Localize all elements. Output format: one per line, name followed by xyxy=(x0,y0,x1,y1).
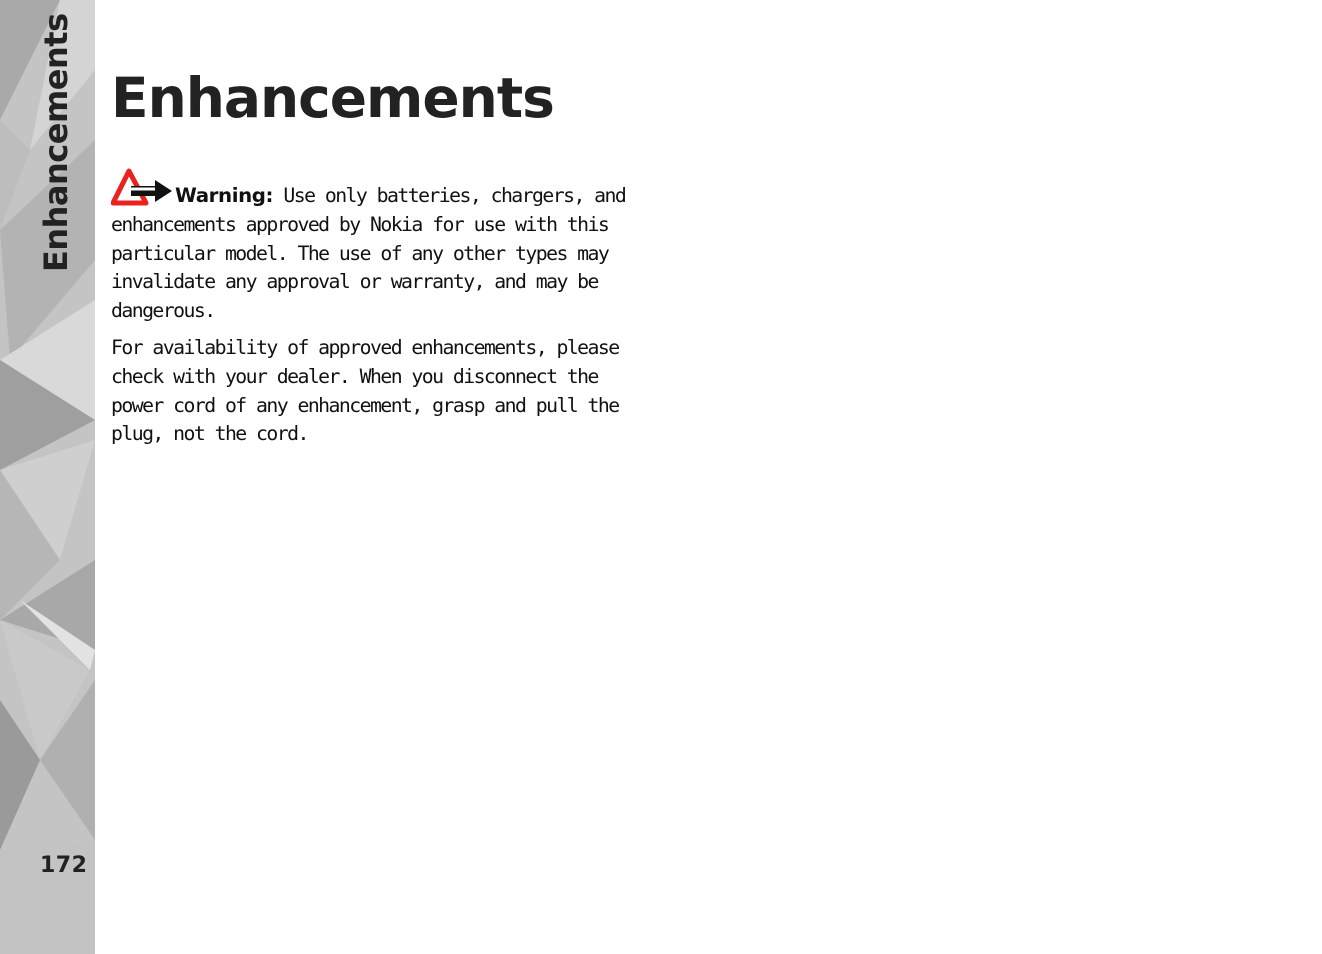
warning-text: Use only batteries, chargers, and enhancements approved by Nokia for use with this particular model. The use of any other types may invalidate any approval or warranty, and may be dangerous. xyxy=(111,184,626,323)
main-content xyxy=(111,60,656,449)
warning-label: Warning: xyxy=(175,184,274,207)
page-number: 172 xyxy=(40,853,88,878)
sidebar xyxy=(0,0,95,954)
warning-triangle-arrow-icon xyxy=(111,168,173,206)
warning-paragraph xyxy=(111,168,656,326)
enhancements-paragraph: For availability of approved enhancements, please check with your dealer. When you disconnect the power cord of any enhancement, grasp and pull the plug, not the cord. xyxy=(111,335,619,446)
sidebar-section-title: Enhancements xyxy=(37,13,75,272)
page-title: Enhancements xyxy=(111,66,554,130)
